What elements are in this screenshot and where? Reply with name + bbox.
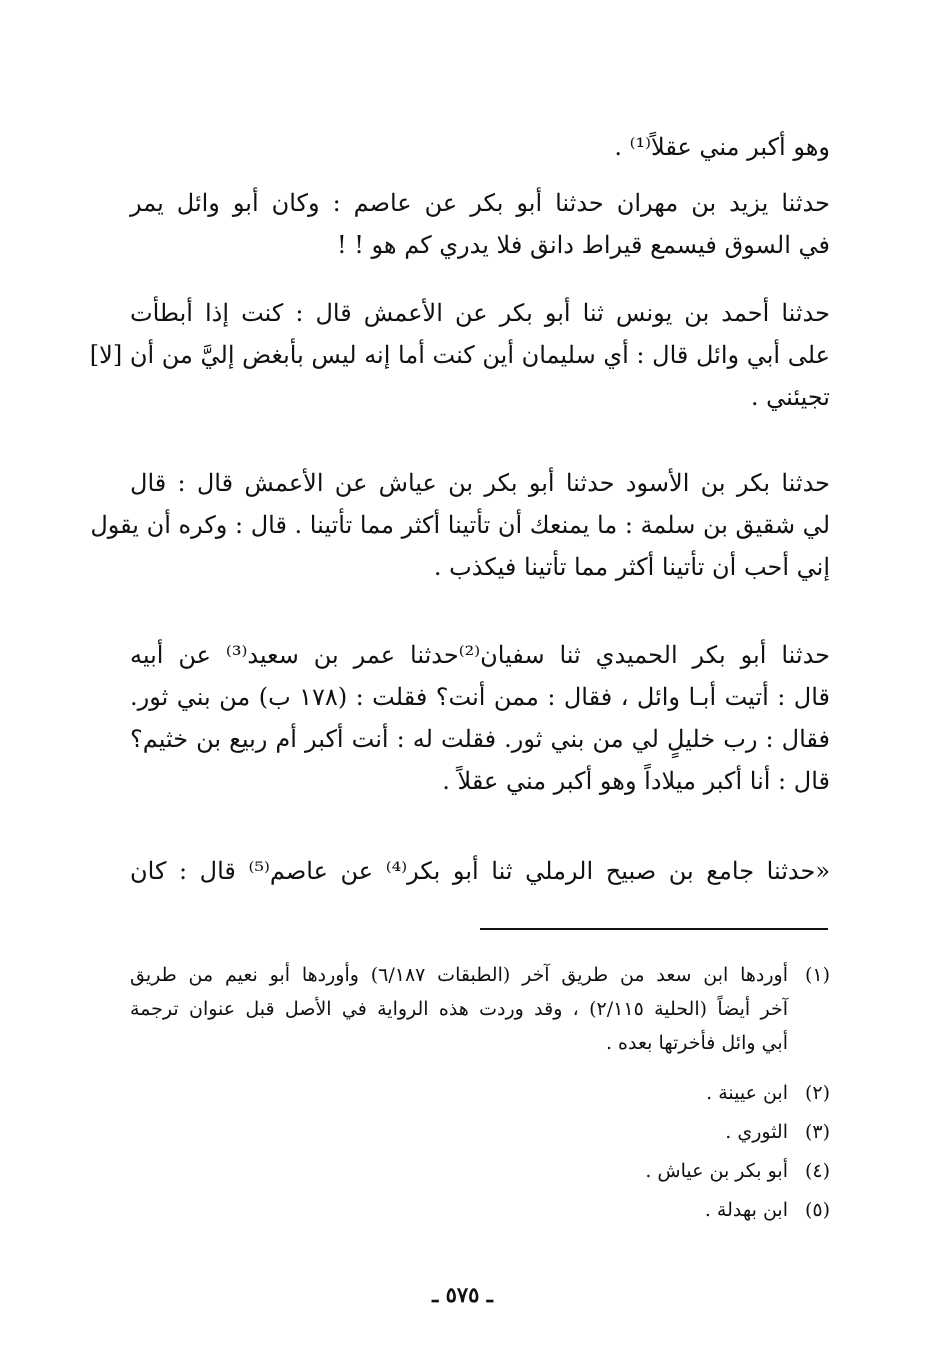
text-line: قال : أنا أكبر ميلاداً وهو أكبر مني عقلاً .: [442, 767, 830, 795]
footnote-text: أوردها ابن سعد من طريق آخر (الطبقات ٦/١٨٧) وأوردها أبو نعيم من طريق: [130, 964, 789, 986]
text-line: في السوق فيسمع قيراط دانق فلا يدري كم هو ! !: [336, 231, 830, 259]
footnote-line: [130, 996, 830, 1022]
footnote-text: ابن عيينة .: [706, 1082, 788, 1104]
footnote-line: [130, 1197, 830, 1223]
text-line: حدثنا أحمد بن يونس ثنا أبو بكر عن الأعمش قال : كنت إذا أبطأت: [130, 299, 830, 327]
footnote-line: [130, 962, 830, 988]
footnote-number: (١): [804, 964, 831, 986]
text-line: حدثنا أبو بكر الحميدي ثنا سفيان⁽²⁾حدثنا عمر بن سعيد⁽³⁾ عن أبيه: [130, 641, 831, 669]
footnote-number: (٥): [804, 1199, 830, 1221]
text-line: لي شقيق بن سلمة : ما يمنعك أن تأتينا أكثر مما تأتينا . قال : وكره أن يقول: [90, 511, 830, 539]
footnote-line: [130, 1119, 830, 1145]
text-line: فقال : رب خليلٍ لي من بني ثور. فقلت له : أنت أكبر أم ربيع بن خثيم؟: [130, 725, 830, 753]
footnote-text: أبي وائل فأخرتها بعده .: [605, 1032, 788, 1054]
text-line: تجيئني .: [750, 383, 830, 411]
text-line: إني أحب أن تأتينا أكثر مما تأتينا فيكذب .: [433, 553, 830, 581]
text-line: على أبي وائل قال : أي سليمان أين كنت أما إنه ليس بأبغض إليَّ من أن [لا]: [89, 341, 830, 369]
footnote-number: (٣): [804, 1121, 830, 1143]
footnote-separator: [480, 928, 828, 930]
footnote-number: (٢): [804, 1082, 830, 1104]
text-line: «حدثنا جامع بن صبيح الرملي ثنا أبو بكر⁽⁴⁾ عن عاصم⁽⁵⁾ قال : كان: [130, 857, 831, 885]
footnote-line: [130, 1158, 830, 1184]
footnote-text: ابن بهدلة .: [704, 1199, 788, 1221]
footnote-text: أبو بكر بن عياش .: [645, 1160, 788, 1182]
footnote-text: الثوري .: [725, 1121, 788, 1143]
footnote-number: (٤): [804, 1160, 830, 1182]
footnote-line: [130, 1030, 830, 1056]
page-number: ـ ٥٧٥ ـ: [432, 1282, 493, 1307]
text-line: وهو أكبر مني عقلاً⁽¹⁾ .: [614, 133, 830, 161]
text-line: قال : أتيت أبـا وائل ، فقال : ممن أنت؟ فقلت : (١٧٨ ب) من بني ثور.: [130, 683, 830, 711]
footnote-line: [130, 1080, 830, 1106]
footnote-text: آخر أيضاً (الحلية ٢/١١٥) ، وقد وردت هذه الرواية في الأصل قبل عنوان ترجمة: [130, 998, 788, 1020]
text-line: حدثنا بكر بن الأسود حدثنا أبو بكر بن عياش عن الأعمش قال : قال: [130, 469, 830, 497]
text-line: حدثنا يزيد بن مهران حدثنا أبو بكر عن عاصم : وكان أبو وائل يمر: [130, 189, 830, 217]
